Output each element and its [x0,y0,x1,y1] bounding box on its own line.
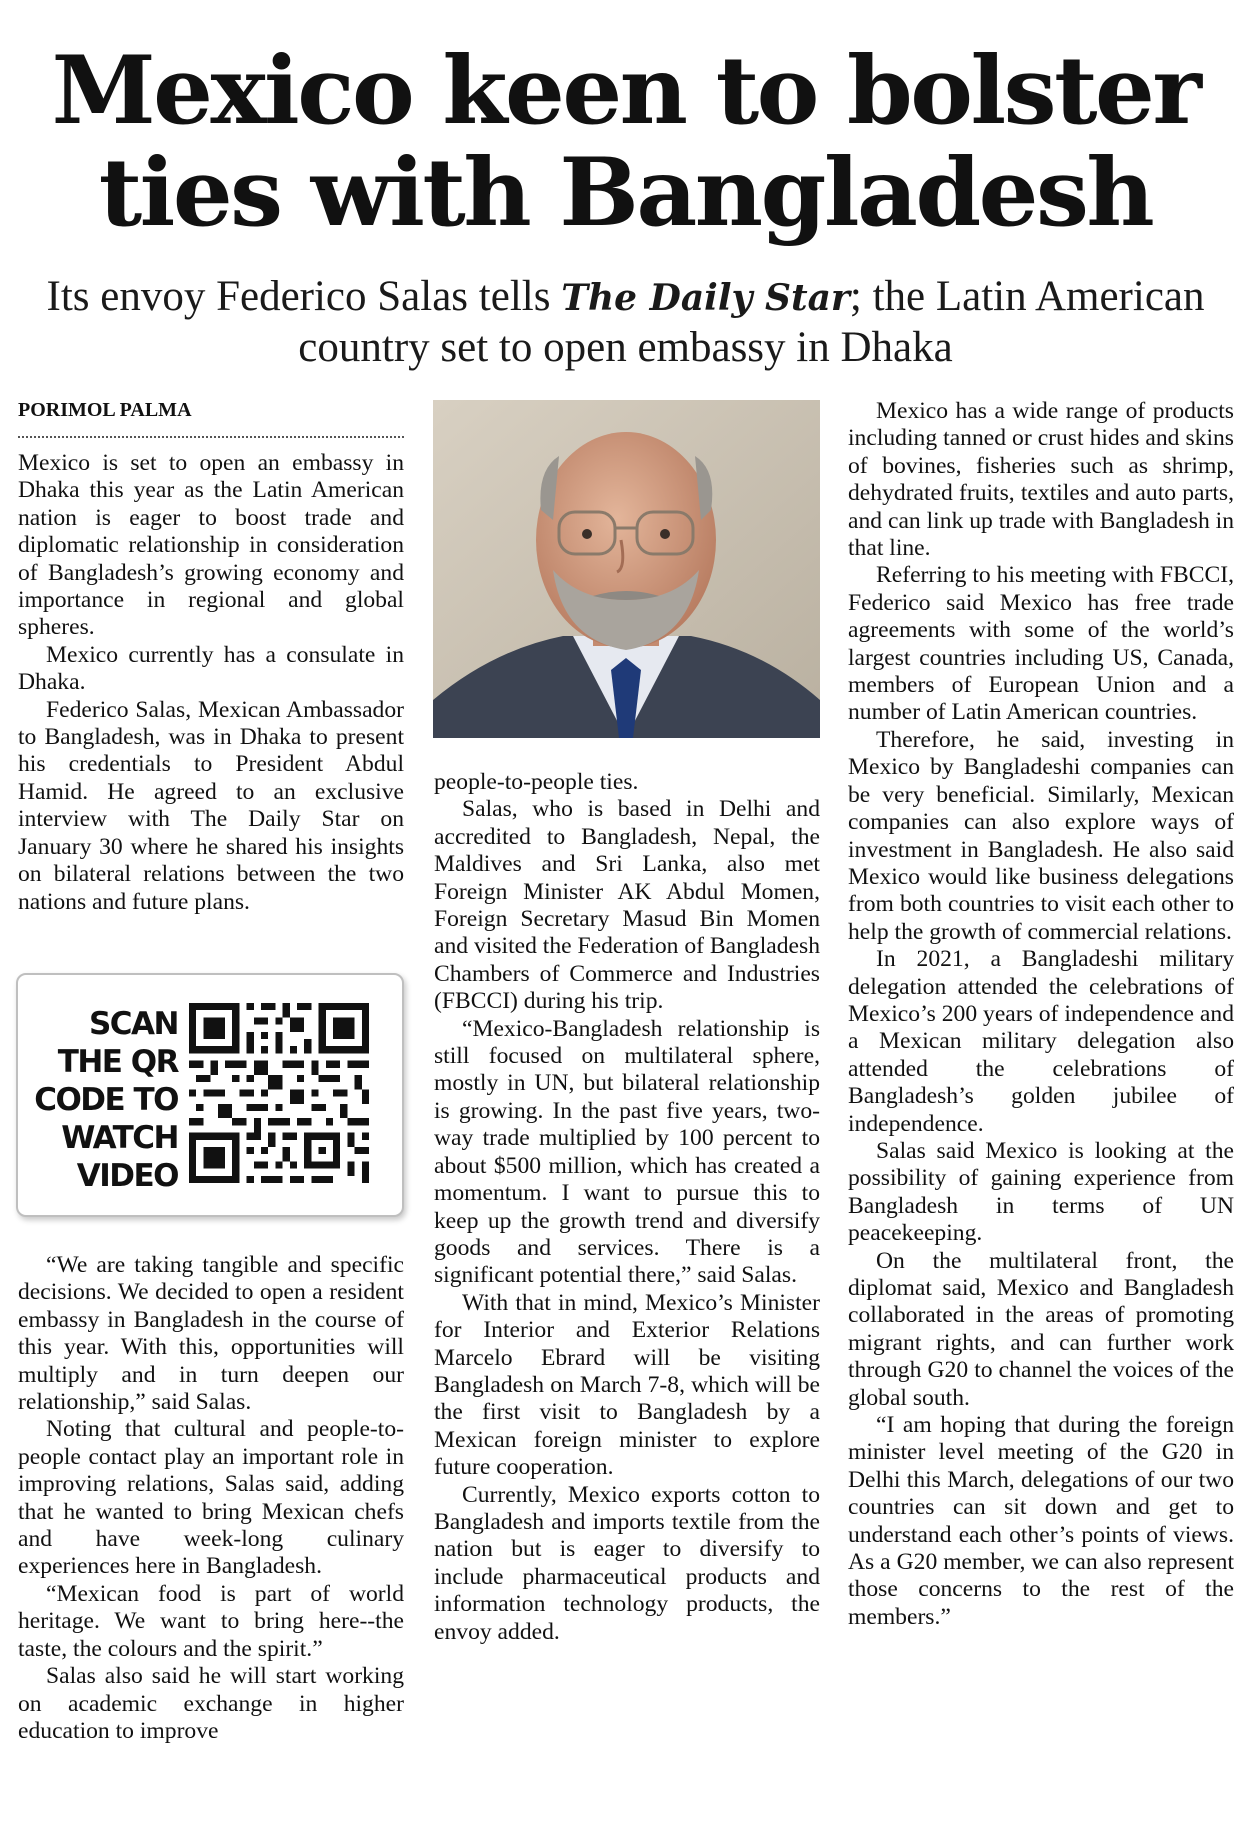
portrait-illustration [433,400,820,738]
paragraph: “Mexican food is part of world heritage. We want to bring here--the taste, the colours and the spirit.” [18,1580,404,1662]
subheadline-text-end: ; the Latin American country set to open embassy in Dhaka [298,273,1205,371]
qr-caption-line: CODE TO [34,1082,178,1118]
paragraph: Currently, Mexico exports cotton to Bangladesh and imports textile from the nation but is eager to diversify to include pharmaceutical products and information technology products, the envoy added. [434,1481,820,1645]
article-column-3 [848,398,1234,1631]
paragraph: “I am hoping that during the foreign minister level meeting of the G20 in Delhi this March, delegations of our two countries can sit down and get to understand each other’s points of views. As a G20 member, we can also represent those concerns to the rest of the members.” [848,1412,1234,1630]
paragraph: Therefore, he said, investing in Mexico by Bangladeshi companies can be very beneficial. Similarly, Mexican companies can also explore ways of investment in Bangladesh. He also said Mexico would like business delegations from both countries to visit each other to help the growth of commercial relations. [848,726,1234,945]
qr-caption [28,1005,178,1195]
qr-code-icon[interactable] [189,1003,369,1183]
ambassador-photo [433,400,820,738]
paragraph: people-to-people ties. [434,769,639,795]
paragraph: “We are taking tangible and specific decisions. We decided to open a resident embassy in Bangladesh in the course of this year. With this, opportunities will multiply and in turn deepen our relationship,” said Salas. [18,1252,404,1416]
article-column-1-continued [18,1252,404,1745]
paragraph: “Mexico-Bangladesh relationship is still focused on multilateral sphere, mostly in UN, but bilateral relationship is growing. In the past five years, two-way trade multiplied by 100 percent to about $500 million, which has created a momentum. I want to pursue this to keep up the growth trend and diversify goods and services. There is a significant potential there,” said Salas. [434,1015,820,1289]
paragraph: With that in mind, Mexico’s Minister for Interior and Exterior Relations Marcelo Ebrard will be visiting Bangladesh on March 7-8, which will be the first visit to Bangladesh by a Mexican foreign minister to explore future cooperation. [434,1289,820,1481]
paragraph: Salas, who is based in Delhi and accredited to Bangladesh, Nepal, the Maldives and Sri Lanka, also met Foreign Minister AK Abdul Momen, Foreign Secretary Masud Bin Momen and visited the Federation of Bangladesh Chambers of Commerce and Industries (FBCCI) during his trip. [434,796,820,1015]
headline-line-1: Mexico keen to bolster [51,36,1200,146]
byline: PORIMOL PALMA [18,399,404,438]
paragraph: Salas also said he will start working on academic exchange in higher education to improve [18,1663,404,1744]
qr-caption-line: VIDEO [76,1158,178,1194]
qr-video-promo[interactable] [16,973,404,1217]
qr-caption-line: WATCH [61,1120,178,1156]
qr-caption-line: SCAN [88,1006,178,1042]
paragraph: Mexico has a wide range of products including tanned or crust hides and skins of bovines, fisheries such as shrimp, dehydrated fruits, textiles and auto parts, and can link up trade with Bangladesh in that line. [848,398,1234,562]
paragraph: Referring to his meeting with FBCCI, Federico said Mexico has free trade agreements with some of the world’s largest countries including US, Canada, members of European Union and a number of Latin American countries. [848,562,1234,726]
paragraph: On the multilateral front, the diplomat said, Mexico and Bangladesh collaborated in the areas of promoting migrant rights, and can further work through G20 to channel the voices of the global south. [848,1247,1234,1411]
masthead-logo: The Daily Star [561,277,850,319]
paragraph: Mexico is set to open an embassy in Dhaka this year as the Latin American nation is eager to boost trade and diplomatic relationship in consideration of Bangladesh’s growing economy and importance in regional and global spheres. [18,450,404,641]
subheadline-text-start: Its envoy Federico Salas tells [46,273,562,320]
headline [20,36,1231,248]
headline-line-2: ties with Bangladesh [98,138,1153,248]
qr-caption-line: THE QR [57,1044,178,1080]
paragraph: In 2021, a Bangladeshi military delegation attended the celebrations of Mexico’s 200 years of independence and a Mexican military delegation also attended the celebrations of Bangladesh’s golden jubilee of independence. [848,946,1234,1137]
subheadline [20,272,1231,373]
article-column-1 [18,450,404,916]
paragraph: Noting that cultural and people-to-people contact play an important role in improving relations, Salas said, adding that he wanted to bring Mexican chefs and have week-long culinary experiences here in Bangladesh. [18,1416,404,1580]
paragraph: Mexico currently has a consulate in Dhaka. [18,641,404,696]
paragraph: Salas said Mexico is looking at the possibility of gaining experience from Bangladesh in terms of UN peacekeeping. [848,1137,1234,1247]
article-column-2 [434,769,820,1646]
paragraph: Federico Salas, Mexican Ambassador to Bangladesh, was in Dhaka to present his credentials to President Abdul Hamid. He agreed to an exclusive interview with The Daily Star on January 30 where he shared his insights on bilateral relations between the two nations and future plans. [18,696,404,915]
